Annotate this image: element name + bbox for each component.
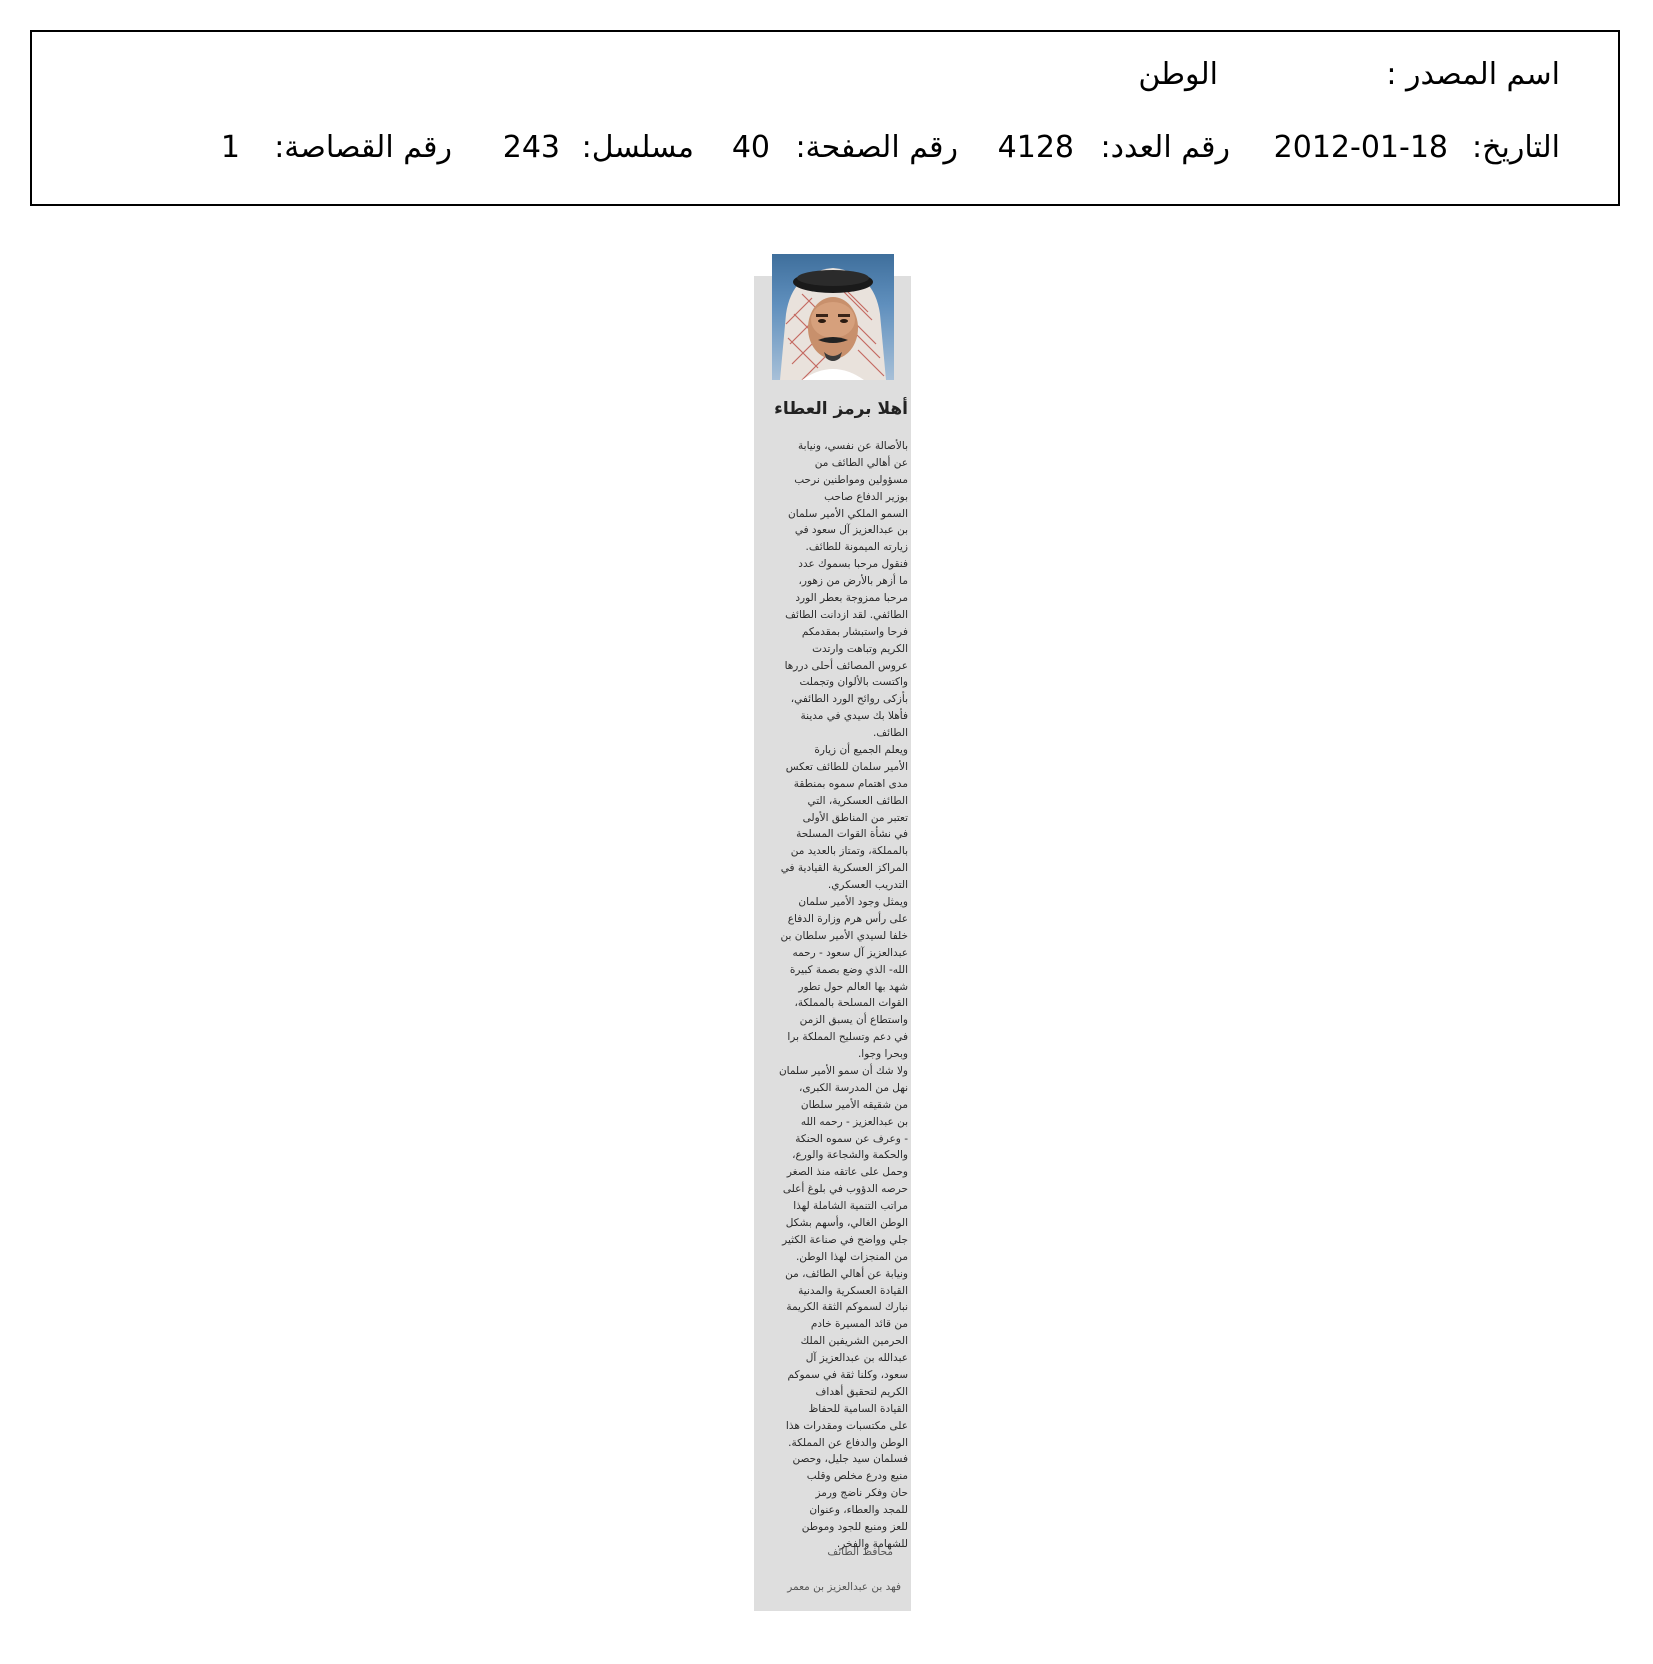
article-line: الله- الذي وضع بصمة كبيرة xyxy=(789,963,908,976)
article-line: شهد بها العالم حول تطور xyxy=(798,980,908,993)
article-line: ونيابة عن أهالي الطائف، من xyxy=(785,1267,908,1280)
article-line: واستطاع أن يسبق الزمن xyxy=(799,1014,908,1027)
article-line: الطائف العسكرية، التي xyxy=(807,794,908,807)
author-photo xyxy=(772,254,894,380)
article-line: - وعرف عن سموه الحنكة xyxy=(795,1132,908,1145)
article-line: فرحا واستبشار بمقدمكم xyxy=(801,625,908,638)
serial-label: مسلسل: xyxy=(581,130,694,165)
article-line: للشهامة والفخر. xyxy=(836,1537,908,1550)
article-line: للعز ومنبع للجود وموطن xyxy=(801,1521,908,1533)
article-line: الوطن والدفاع عن المملكة. xyxy=(788,1436,908,1449)
source-label: اسم المصدر : xyxy=(1386,57,1560,92)
article-line: عبدالعزيز آل سعود - رحمه xyxy=(792,946,908,959)
article-line: مدى اهتمام سموه بمنطقة xyxy=(793,777,908,790)
article-line: من شقيقه الأمير سلطان xyxy=(800,1098,908,1111)
article-line: بالأصالة عن نفسي، ونيابة xyxy=(798,440,908,452)
article-line: القيادة العسكرية والمدنية xyxy=(798,1284,908,1297)
article-line: تعتبر من المناطق الأولى xyxy=(802,811,908,824)
article-line: في نشأة القوات المسلحة xyxy=(796,828,908,841)
article-line: ويعلم الجميع أن زيارة xyxy=(814,744,908,757)
article-line: للمجد والعطاء، وعنوان xyxy=(809,1504,908,1517)
article-line: فنقول مرحبا بسموك عدد xyxy=(798,558,908,571)
article-line: نهل من المدرسة الكبرى، xyxy=(798,1081,908,1094)
clip-value: 1 xyxy=(220,130,240,165)
article-line: بن عبدالعزيز آل سعود في xyxy=(794,524,908,537)
article-line: مرحبا ممزوجة بعطر الورد xyxy=(795,592,908,605)
article-line: جلي وواضح في صناعة الكثير xyxy=(782,1233,908,1246)
article-headline: أهلا برمز العطاء xyxy=(774,399,908,419)
article-line: والحكمة والشجاعة والورع، xyxy=(792,1149,908,1162)
article-line: من قائد المسيرة خادم xyxy=(810,1318,908,1331)
article-line: خلفا لسيدي الأمير سلطان بن xyxy=(780,929,908,942)
article-line: وبحرا وجوا. xyxy=(857,1048,908,1061)
clip-label: رقم القصاصة: xyxy=(274,130,452,165)
article-line: منيع ودرع مخلص وقلب xyxy=(806,1470,908,1483)
issue-label: رقم العدد: xyxy=(1100,130,1230,165)
article-line: نبارك لسموكم الثقة الكريمة xyxy=(786,1301,908,1314)
author-title: محافظ الطائف xyxy=(827,1546,893,1558)
article-line: مسؤولين ومواطنين نرحب xyxy=(794,473,908,486)
article-line: فسلمان سيد جليل، وحصن xyxy=(792,1453,908,1466)
article-line: المراكز العسكرية القيادية في xyxy=(780,862,908,875)
source-value: الوطن xyxy=(1138,57,1218,92)
page-label: رقم الصفحة: xyxy=(795,130,958,165)
issue-value: 4128 xyxy=(997,130,1074,165)
serial-value: 243 xyxy=(502,130,560,165)
clipping-header-box xyxy=(30,30,1620,206)
article-line: حرصه الدؤوب في بلوغ أعلى xyxy=(782,1183,908,1196)
article-line: وحمل على عاتقه منذ الصغر xyxy=(786,1166,908,1179)
page-value: 40 xyxy=(731,130,770,165)
article-body xyxy=(758,438,908,1553)
article-line: الطائفي. لقد ازدانت الطائف xyxy=(785,608,908,621)
article-line: من المنجزات لهذا الوطن. xyxy=(795,1250,908,1263)
article-line: بوزير الدفاع صاحب xyxy=(824,490,908,503)
article-line: ولا شك أن سمو الأمير سلمان xyxy=(778,1064,908,1077)
article-line: التدريب العسكري. xyxy=(827,879,908,892)
article-line: الطائف. xyxy=(872,727,908,740)
article-line: حان وفكر ناضج ورمز xyxy=(815,1487,908,1500)
article-line: بأزكى روائح الورد الطائفي، xyxy=(790,693,908,706)
article-line: ويمثل وجود الأمير سلمان xyxy=(798,896,908,909)
article-line: القوات المسلحة بالمملكة، xyxy=(794,997,908,1010)
article-line: الكريم لتحقيق أهداف xyxy=(815,1385,908,1398)
article-line: زيارته الميمونة للطائف. xyxy=(805,541,908,554)
article-line: مراتب التنمية الشاملة لهذا xyxy=(793,1200,908,1213)
article-line: ما أزهر بالأرض من زهور، xyxy=(798,575,908,588)
article-line: الأمير سلمان للطائف تعكس xyxy=(785,760,908,773)
article-line: بن عبدالعزيز - رحمه الله xyxy=(800,1115,908,1128)
author-name: فهد بن عبدالعزيز بن معمر xyxy=(787,1581,901,1593)
date-value: 2012-01-18 xyxy=(1273,130,1448,165)
article-line: الوطن الغالي، وأسهم بشكل xyxy=(785,1216,908,1229)
article-line: واكتست بالألوان وتجملت xyxy=(799,676,908,689)
article-line: على رأس هرم وزارة الدفاع xyxy=(787,912,908,925)
article-line: في دعم وتسليح المملكة برا xyxy=(787,1031,908,1044)
article-line: سعود، وكلنا ثقة في سموكم xyxy=(787,1368,908,1381)
article-line: عروس المصائف أحلى دررها xyxy=(784,659,908,672)
article-line: القيادة السامية للحفاظ xyxy=(808,1402,908,1415)
article-line: على مكتسبات ومقدرات هذا xyxy=(785,1419,908,1432)
article-line: بالمملكة، وتمتاز بالعديد من xyxy=(790,845,908,858)
article-line: الكريم وتباهت وارتدت xyxy=(812,642,908,655)
article-line: عن أهالي الطائف من xyxy=(814,456,908,469)
article-line: عبدالله بن عبدالعزيز آل xyxy=(805,1352,908,1365)
article-line: فأهلا بك سيدي في مدينة xyxy=(800,710,908,723)
article-line: السمو الملكي الأمير سلمان xyxy=(788,507,908,520)
article-line: الحرمين الشريفين الملك xyxy=(800,1335,908,1348)
date-label: التاريخ: xyxy=(1472,130,1560,165)
